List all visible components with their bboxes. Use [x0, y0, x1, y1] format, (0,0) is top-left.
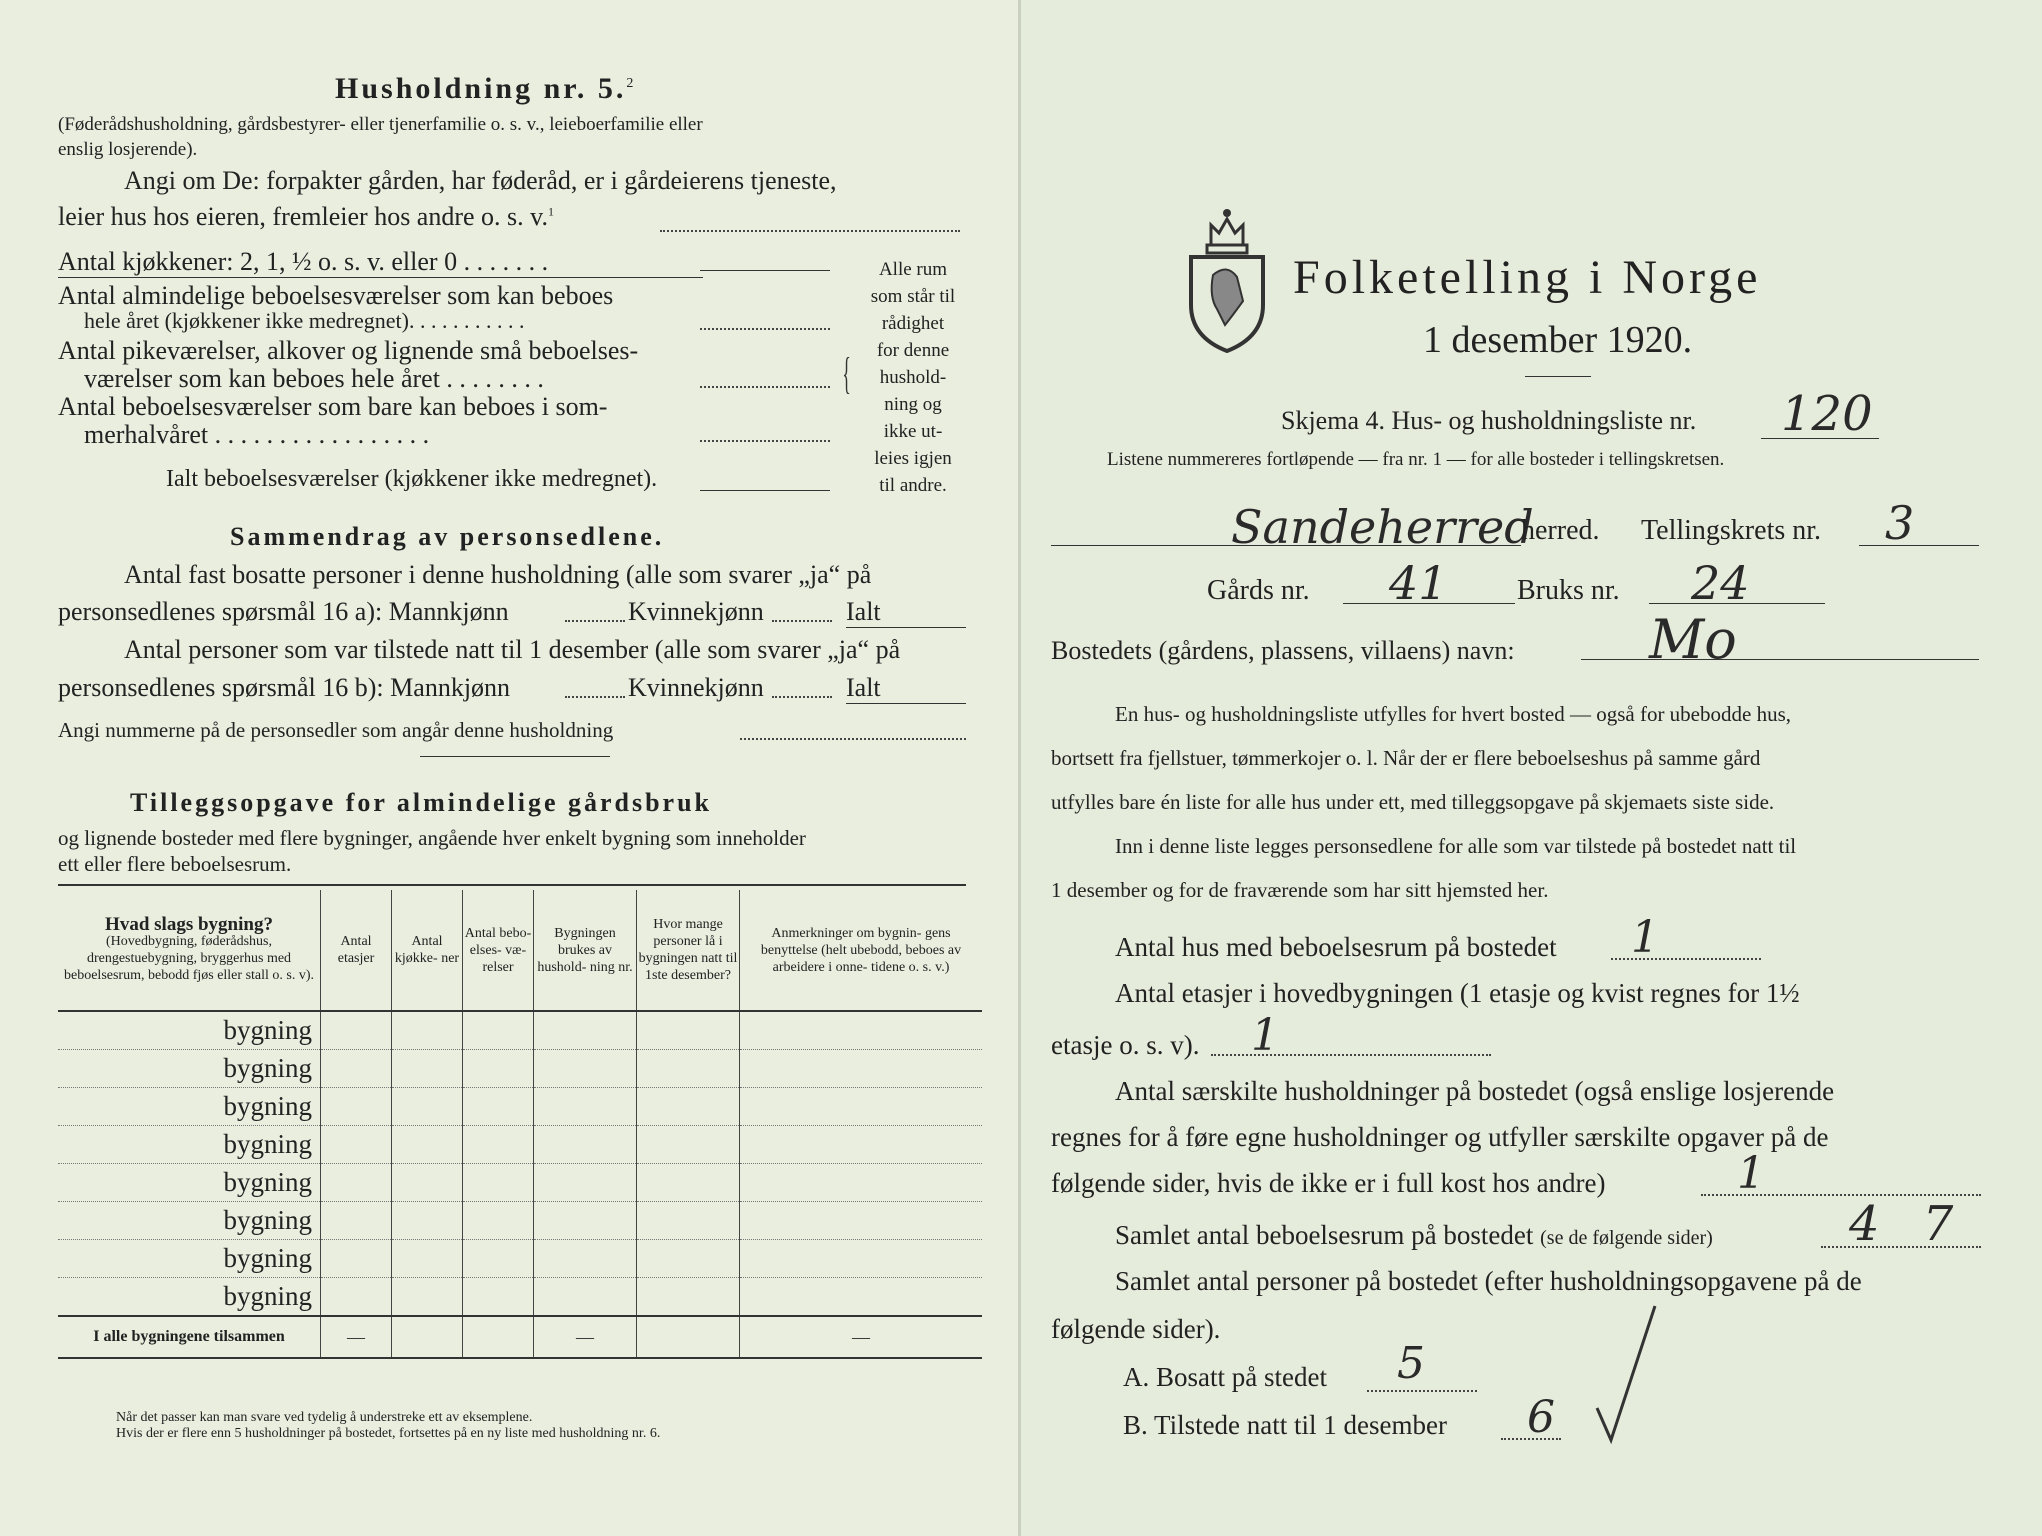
- tilstede-mann-line: [565, 696, 625, 698]
- schema-label: Skjema 4. Hus- og husholdningsliste nr.: [1281, 406, 1697, 435]
- header-etasjer: Antal etasjer: [321, 890, 392, 1011]
- gards-label: Gårds nr.: [1207, 575, 1310, 606]
- census-date: 1 desember 1920.: [1423, 319, 1693, 361]
- table-row: bygning: [58, 1240, 982, 1278]
- bosted-line: [1581, 659, 1979, 660]
- bosted-value[interactable]: Mo: [1649, 608, 1737, 671]
- summary-1-kvinne: Kvinnekjønn: [628, 597, 764, 626]
- supplement-line-2: ett eller flere beboelsesrum.: [58, 852, 292, 876]
- household-note-1: (Føderådshusholdning, gårdsbestyrer- eller tjenerfamilie o. s. v., leieboerfamilie eller: [58, 114, 703, 135]
- a-bosatt-label: A. Bosatt på stedet: [1123, 1362, 1327, 1392]
- table-row: bygning: [58, 1050, 982, 1088]
- header-building-type: Hvad slags bygning? (Hovedbygning, føderådshus, drengestuebygning, bryggerhus med beboelsesrum, bebodd fjøs eller stall o. s. v).: [58, 890, 321, 1011]
- bosatt-mann-line: [565, 620, 625, 622]
- q-rooms: Samlet antal beboelsesrum på bostedet (se de følgende sider): [1115, 1220, 1713, 1250]
- supplement-title: Tilleggsopgave for almindelige gårdsbruk: [130, 788, 713, 817]
- krets-label: Tellingskrets nr.: [1641, 515, 1822, 546]
- header-kjokkener: Antal kjøkke- ner: [392, 890, 463, 1011]
- summary-1b: personsedlenes spørsmål 16 a): Mannkjønn: [58, 597, 509, 626]
- krets-line: [1859, 545, 1979, 546]
- ask-line-1: Angi om De: forpakter gården, har føderåd, er i gårdeierens tjeneste,: [124, 166, 837, 195]
- coat-of-arms-icon: [1181, 205, 1273, 353]
- footnote-1: Når det passer kan man svare ved tydelig å understreke ett av eksemplene.: [116, 1410, 533, 1425]
- table-row: bygning: [58, 1126, 982, 1164]
- q-floors-1: Antal etasjer i hovedbygningen (1 etasje og kvist regnes for 1½: [1115, 978, 1800, 1008]
- instructions-5: 1 desember og for de fraværende som har sitt hjemsted her.: [1051, 878, 1549, 902]
- left-page: [0, 0, 1018, 1536]
- header-vaerelser: Antal bebo- elses- væ- relser: [463, 890, 534, 1011]
- ask-line-2: leier hus hos eieren, fremleier hos andre o. s. v.$^1$: [58, 202, 554, 231]
- a-bosatt-value[interactable]: 5: [1397, 1338, 1425, 1389]
- q-households-1: Antal særskilte husholdninger på bostedet (også enslige losjerende: [1115, 1076, 1835, 1106]
- q-persons-2: følgende sider).: [1051, 1314, 1221, 1344]
- table-row: bygning: [58, 1202, 982, 1240]
- summary-2-ialt: Ialt: [846, 673, 881, 702]
- header-husholdning: Bygningen brukes av hushold- ning nr.: [534, 890, 637, 1011]
- herred-label: herred.: [1521, 515, 1600, 546]
- footnote-2: Hvis der er flere enn 5 husholdninger på bostedet, fortsettes på en ny liste med husholdning nr. 6.: [116, 1426, 661, 1441]
- rooms-ordinary-2: hele året (kjøkkener ikke medregnet). . . . . . . . . . .: [84, 308, 525, 333]
- tilstede-kvinne-line: [772, 696, 832, 698]
- q-floors-2: etasje o. s. v).: [1051, 1030, 1200, 1060]
- household-title: Husholdning nr. 5.$^2$: [335, 72, 634, 105]
- main-title: Folketelling i Norge: [1293, 251, 1762, 304]
- summary-numbers: Angi nummerne på de personsedler som angår denne husholdning: [58, 718, 614, 742]
- summary-2a: Antal personer som var tilstede natt til 1 desember (alle som svarer „ja“ på: [124, 635, 901, 664]
- tilstede-ialt-line: [846, 703, 966, 704]
- ask-answer-line: [660, 230, 960, 232]
- krets-value[interactable]: 3: [1885, 496, 1915, 550]
- instructions-2: bortsett fra fjellstuer, tømmerkojer o. l. Når der er flere beboelseshus på samme gård: [1051, 746, 1761, 770]
- table-row: bygning: [58, 1278, 982, 1317]
- maid-answer: [700, 386, 830, 388]
- instructions-3: utfylles bare én liste for alle hus under ett, med tilleggsopgave på skjemaets siste side.: [1051, 790, 1775, 814]
- table-top-rule: [58, 884, 966, 886]
- herred-value[interactable]: Sandeherred: [1231, 500, 1534, 554]
- supplement-line-1: og lignende bosteder med flere bygninger, angående hver enkelt bygning som inneholder: [58, 826, 806, 850]
- a-houses[interactable]: 1: [1631, 912, 1659, 963]
- header-personer: Hvor mange personer lå i bygningen natt til 1ste desember?: [637, 890, 740, 1011]
- schema-number[interactable]: 120: [1781, 386, 1873, 442]
- summary-title: Sammendrag av personsedlene.: [230, 522, 665, 551]
- table-row: bygning: [58, 1164, 982, 1202]
- summary-separator: [420, 756, 610, 757]
- kitchens-line: [700, 270, 830, 271]
- herred-line: [1051, 545, 1521, 546]
- summary-1-ialt: Ialt: [846, 597, 881, 626]
- tilstede-line: [1501, 1438, 1561, 1440]
- title-rule: [1525, 376, 1591, 377]
- summary-2b: personsedlenes spørsmål 16 b): Mannkjønn: [58, 673, 511, 702]
- table-row: bygning: [58, 1011, 982, 1050]
- rooms-total: Ialt beboelsesværelser (kjøkkener ikke medregnet).: [166, 466, 658, 492]
- gards-value[interactable]: 41: [1389, 556, 1448, 610]
- a-rooms[interactable]: 4 7: [1849, 1196, 1968, 1252]
- rooms-summer-2: merhalvåret . . . . . . . . . . . . . . . . .: [84, 420, 430, 449]
- bosted-label: Bostedets (gårdens, plassens, villaens) navn:: [1051, 636, 1515, 665]
- numbering-note: Listene nummereres fortløpende — fra nr. 1 — for alle bosteder i tellingskretsen.: [1107, 449, 1725, 470]
- rooms-total-line: [700, 490, 830, 491]
- separator-line: [58, 277, 703, 278]
- a-floors[interactable]: 1: [1251, 1010, 1279, 1061]
- floors-line: [1211, 1054, 1491, 1056]
- q-persons-1: Samlet antal personer på bostedet (efter husholdningsopgavene på de: [1115, 1266, 1862, 1296]
- bruks-label: Bruks nr.: [1517, 575, 1620, 606]
- q-households-3: følgende sider, hvis de ikke er i full kost hos andre): [1051, 1168, 1606, 1198]
- houses-line: [1611, 958, 1761, 960]
- rooms-maid-2: værelser som kan beboes hele året . . . . . . . .: [84, 364, 544, 393]
- numbers-line: [740, 738, 966, 740]
- rooms-maid-1: Antal pikeværelser, alkover og lignende små beboelses-: [58, 336, 639, 365]
- rooms-summer-1: Antal beboelsesværelser som bare kan beboes i som-: [58, 392, 608, 421]
- header-anmerkninger: Anmerkninger om bygnin- gens benyttelse (helt ubebodd, beboes av arbeidere i onne- tidene o. s. v.): [740, 890, 983, 1011]
- table-total-row: I alle bygningene tilsammen — — —: [58, 1316, 982, 1358]
- ordinary-answer: [700, 328, 830, 330]
- bruks-line: [1649, 603, 1825, 604]
- bosatt-kvinne-line: [772, 620, 832, 622]
- b-tilstede-label: B. Tilstede natt til 1 desember: [1123, 1410, 1447, 1440]
- checkmark-icon: [1591, 1300, 1661, 1450]
- instructions-4: Inn i denne liste legges personsedlene for alle som var tilstede på bostedet natt til: [1115, 834, 1797, 858]
- bosatt-line: [1367, 1390, 1477, 1392]
- brace-note: Alle rum som står til rådighet for denne hushold- ning og ikke ut- leies igjen til andre.: [870, 259, 956, 496]
- bosatt-ialt-line: [846, 627, 966, 628]
- instructions-1: En hus- og husholdningsliste utfylles for hvert bosted — også for ubebodde hus,: [1115, 702, 1791, 726]
- building-table: [58, 890, 982, 1359]
- summary-2-kvinne: Kvinnekjønn: [628, 673, 764, 702]
- a-households[interactable]: 1: [1737, 1148, 1765, 1199]
- rooms-ordinary-1: Antal almindelige beboelsesværelser som kan beboes: [58, 281, 614, 310]
- table-row: bygning: [58, 1088, 982, 1126]
- rooms-kitchens: Antal kjøkkener: 2, 1, ½ o. s. v. eller 0 . . . . . . .: [58, 247, 549, 276]
- bruks-value[interactable]: 24: [1691, 556, 1750, 610]
- q-houses: Antal hus med beboelsesrum på bostedet: [1115, 932, 1557, 962]
- b-tilstede-value[interactable]: 6: [1527, 1392, 1555, 1443]
- gards-line: [1343, 603, 1515, 604]
- schema-number-line: [1761, 438, 1879, 439]
- brace-icon: {: [842, 349, 851, 398]
- right-page: [1018, 0, 2042, 1536]
- q-households-2: regnes for å føre egne husholdninger og utfyller særskilte opgaver på de: [1051, 1122, 1829, 1152]
- summer-answer: [700, 440, 830, 442]
- rooms-line: [1821, 1246, 1981, 1248]
- summary-1a: Antal fast bosatte personer i denne husholdning (alle som svarer „ja“ på: [124, 560, 872, 589]
- household-note-2: enslig losjerende).: [58, 139, 198, 160]
